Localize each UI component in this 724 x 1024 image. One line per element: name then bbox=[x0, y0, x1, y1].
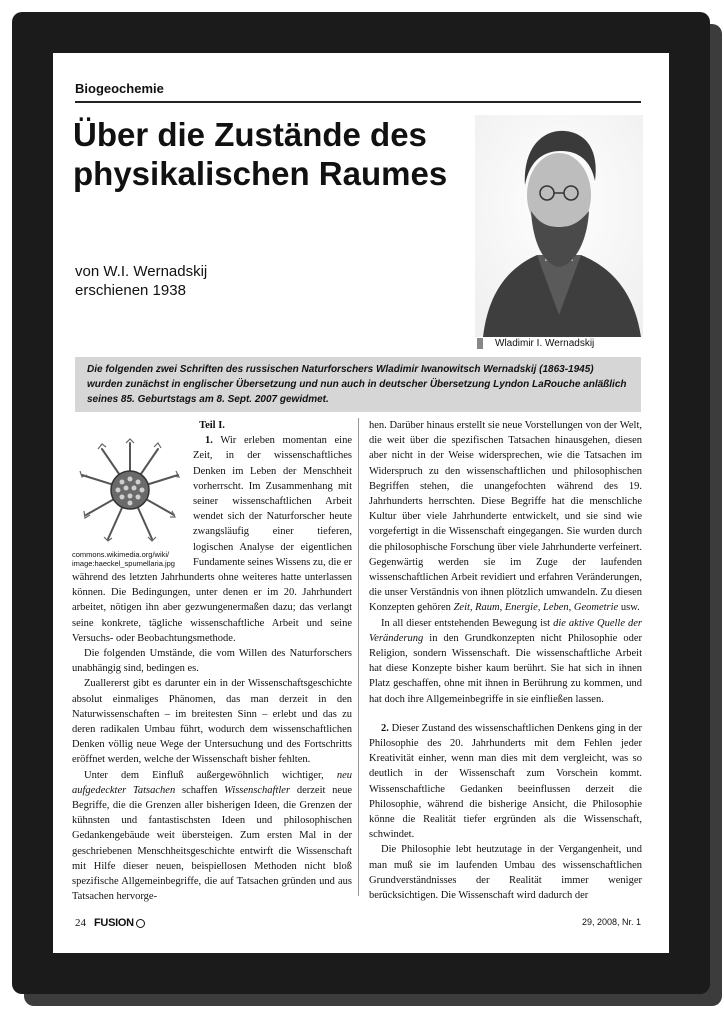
image-credit bbox=[72, 550, 187, 568]
caption-marker bbox=[477, 338, 483, 349]
published-line: erschienen 1938 bbox=[75, 282, 186, 299]
fusion-logo-icon bbox=[136, 919, 145, 928]
paragraph: Die Philosophie lebt heutzutage in der Vergangenheit, und man muß sie im laufenden Umbau des wissenschaftlichen Grundverständnisses der Realität immer weniger berücksichtigen. Die Wissenschaft wird dadurch der bbox=[369, 844, 642, 902]
author-line: von W.I. Wernadskij bbox=[75, 263, 208, 280]
page-number: 24 bbox=[75, 917, 86, 929]
paragraph-gap bbox=[369, 707, 642, 721]
text-run: In all dieser entstehenden Bewegung ist bbox=[381, 617, 551, 629]
text-run: hen. Darüber hinaus erstellt sie neue Vorstellungen von der Welt, die weit über die spezifischen Tatsachen hinausgehen, diesen aber nicht in der Weise widersprechen, wie die Tatsachen im Widerspruch zu den wissenschaftlichen und philosophischen Begriffen stehen, die unangefochten während des 19. Jahrhunderts herrschten. Diese Begriffe hat die menschliche Kultur über viele Jahrhunderte entwickelt, und sie sind wie vorgefertigt in die Wissenschaft eingegangen. Sie wurden durch die philosophische Forschung über viele Jahrhunderte verfeinert. Gegenwärtig werden sie im Zuge der laufenden wissenschaftlichen Arbeit revidiert und erfahren Veränderungen, die unser Verständnis von ihnen plötzlich umwandeln. Zu diesen Konzepten gehören bbox=[369, 420, 642, 614]
part-heading: Teil I. bbox=[199, 420, 225, 431]
paragraph bbox=[72, 768, 352, 905]
credit-line-2: image:haeckel_spumellaria.jpg bbox=[72, 559, 175, 569]
text-run: derzeit neue Begriffe, die die Grenzen aller bisherigen Ideen, die Grenzen der kühnsten und fantastischsten Ideen und philosophischen Gedankengebäude weit übersteigen. Zum ersten Mal in der geschriebenen Menschheitsgeschichte entwirft die Wissenschaft mit Hilfe dieser neuen, beispiellosen Methoden nicht bloß spezifische Allgemeinbegriffe, die auf Tatsachen gründen und aus Tatsachen hervorge- bbox=[72, 784, 353, 903]
header-rule bbox=[75, 101, 641, 103]
author-portrait bbox=[475, 115, 643, 337]
credit-line-1: commons.wikimedia.org/wiki/ bbox=[72, 550, 170, 560]
radiolarian-illustration bbox=[72, 435, 187, 545]
issue-info: 29, 2008, Nr. 1 bbox=[581, 917, 641, 927]
text-run: schaffen bbox=[181, 784, 218, 796]
right-column bbox=[369, 418, 642, 903]
paragraph bbox=[369, 616, 642, 707]
text-run: usw. bbox=[620, 602, 640, 614]
magazine-logo: FUSION bbox=[94, 917, 134, 929]
emphasis: die aktive Quelle der Veränderung bbox=[369, 617, 643, 644]
paragraph bbox=[369, 721, 642, 843]
text-run: in den Grundkonzepten nicht Philosophie oder Religion, sondern Wissenschaft. Die wissenschaftliche Arbeit hat diese Konzepte bisher kaum berührt. Sie hat sich in ihnen Platz geschaffen, ohne mit ihnen in Berührung zu kommen, und hat doch ihre Allgemeinbegriffe in sie einfließen lassen. bbox=[369, 632, 643, 705]
left-column bbox=[72, 418, 352, 905]
column-divider bbox=[358, 418, 359, 896]
magazine-page bbox=[53, 53, 669, 953]
emphasis: Zeit, Raum, Energie, Leben, Geometrie bbox=[453, 602, 619, 614]
paragraph: Die folgenden Umstände, die vom Willen des Naturforschers unabhängig sind, bedingen es. bbox=[72, 648, 352, 675]
emphasis: neu aufgedeckter Tatsachen bbox=[72, 769, 353, 796]
caption-text: Wladimir I. Wernadskij bbox=[495, 338, 595, 350]
emphasis: Wissenschaftler bbox=[224, 784, 291, 796]
paragraph bbox=[369, 418, 642, 616]
paragraph-text: Wir erleben momentan eine Zeit, in der wissenschaftliches Denken im Leben der Menschheit vorherrscht. Im Zusammenhang mit seiner wissenschaftlichen Arbeit wendet sich der Naturforscher heute zwangsläufig einer tieferen, logischen Analyse der eigentlichen Fundamente seines Wissens zu, die er während des letzten Jahrhunderts ohne weiteres hatte unterlassen können. Die Bedingungen, unter denen er im 20. Jahrhundert arbeitet, nötigen ihn aber gezwungenermaßen dazu; das verlangt seine konkrete, tägliche wissenschaftliche Arbeit und seine Versuchs- oder Beobachtungsmethode. bbox=[72, 435, 353, 644]
intro-box: Die folgenden zwei Schriften des russischen Naturforschers Wladimir Iwanowitsch Wernadskij (1863-1945) wurden zunächst in englischer Übersetzung und nun auch in deutscher Übersetzung Lyndon LaRouche anläßlich seines 85. Geburtstags am 8. Sept. 2007 gewidmet. bbox=[75, 357, 641, 412]
paragraph-number: 1. bbox=[205, 435, 213, 447]
portrait-caption bbox=[477, 338, 594, 349]
article-title: Über die Zustände des physikalischen Raumes bbox=[73, 116, 448, 192]
paragraph-number: 2. bbox=[381, 722, 389, 734]
footer-left bbox=[75, 917, 145, 929]
paragraph: Zuallererst gibt es darunter ein in der Wissenschaftsgeschichte absolut einmaliges Phänomen, das man derzeit in den Naturwissenschaften – im breitesten Sinn – erlebt und das zu deren radikalen Umbau führt, wodurch dem wissenschaftlichen Denken völlig neue Wege der Untersuchung und des Fortschritts eröffnet werden, welche der Wissenschaft bisher fehlten. bbox=[72, 678, 352, 766]
paragraph-text: Dieser Zustand des wissenschaftlichen Denkens ging in der Philosophie des 20. Jahrhunderts mit dem Fehlen jeder Kreativität einher, wenn man dies mit dem vergleicht, was so deutlich in der Wissenschaft zum Vorschein kommt. Wissenschaftliche Gedanken beeinflussen derzeit die Philosophie, während die bisherige Ansicht, die Philosophie könne die Realität tiefer ergründen als die Wissenschaft, schwindet. bbox=[369, 722, 642, 841]
radiolarian-figure bbox=[72, 435, 187, 568]
section-label: Biogeochemie bbox=[75, 81, 164, 96]
text-run: Unter dem Einfluß außergewöhnlich wichtiger, bbox=[84, 769, 324, 781]
byline bbox=[75, 262, 207, 300]
